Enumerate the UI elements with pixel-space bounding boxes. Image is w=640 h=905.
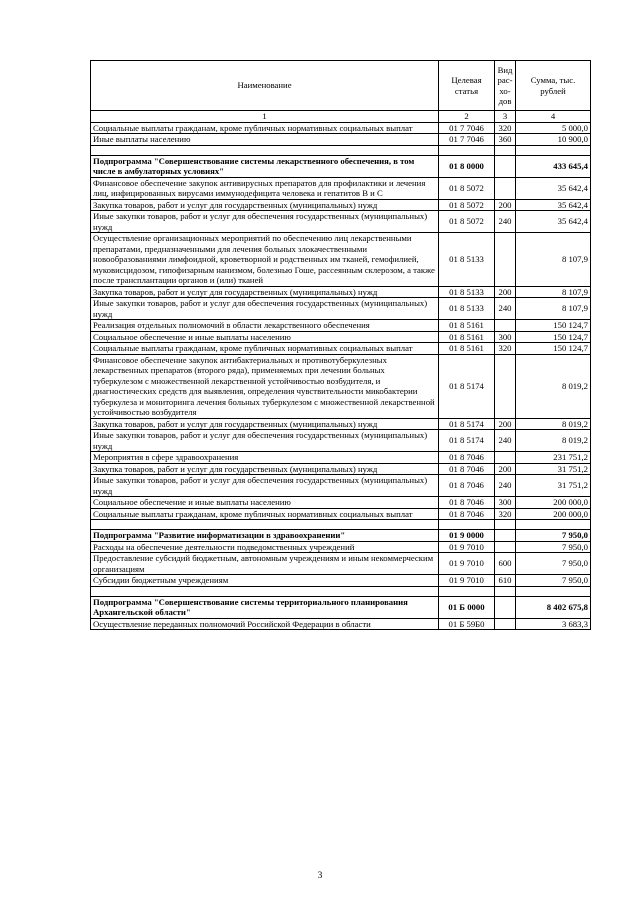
cell-name: Иные закупки товаров, работ и услуг для обеспечения государственных (муниципальных) нужд: [91, 298, 439, 320]
column-number: 4: [516, 111, 591, 123]
cell-sum: 433 645,4: [516, 155, 591, 177]
cell-name: Реализация отдельных полномочий в области лекарственного обеспечения: [91, 320, 439, 332]
cell-type: 600: [495, 553, 516, 575]
cell-code: 01 8 5072: [439, 199, 495, 211]
cell-type: 240: [495, 475, 516, 497]
column-number: 1: [91, 111, 439, 123]
cell-code: 01 9 0000: [439, 530, 495, 542]
cell-code: 01 8 5133: [439, 298, 495, 320]
cell-code: 01 8 7046: [439, 497, 495, 509]
empty-cell: [495, 145, 516, 155]
cell-code: 01 8 5133: [439, 286, 495, 298]
header-name: Наименование: [91, 61, 439, 111]
cell-code: 01 9 7010: [439, 541, 495, 553]
empty-cell: [439, 145, 495, 155]
table-row: [91, 298, 591, 320]
cell-name: Финансовое обеспечение закупок антибактериальных и противотуберкулезных лекарственных препаратов (второго ряда), применяемых при лечении больных туберкулезом с множественной лекарственной устойчивостью возбудителя, и диагностических средств для выявления, определения чувствительности микобактерии туберкулеза и мониторинга лечения больных туберкулезом с множественной лекарственной устойчивостью возбудителя: [91, 354, 439, 418]
cell-sum: 5 000,0: [516, 122, 591, 134]
cell-sum: 200 000,0: [516, 497, 591, 509]
cell-sum: 231 751,2: [516, 452, 591, 464]
cell-sum: 35 642,4: [516, 211, 591, 233]
cell-type: [495, 541, 516, 553]
cell-code: 01 9 7010: [439, 553, 495, 575]
table-row: [91, 463, 591, 475]
cell-name: Социальные выплаты гражданам, кроме публичных нормативных социальных выплат: [91, 508, 439, 520]
cell-type: [495, 177, 516, 199]
cell-name: Социальное обеспечение и иные выплаты населению: [91, 497, 439, 509]
cell-code: 01 8 5161: [439, 331, 495, 343]
cell-name: Субсидии бюджетным учреждениям: [91, 575, 439, 587]
cell-type: 200: [495, 463, 516, 475]
cell-sum: 8 107,9: [516, 298, 591, 320]
column-number: 3: [495, 111, 516, 123]
cell-type: 200: [495, 199, 516, 211]
table-row: [91, 233, 591, 287]
table-row: [91, 134, 591, 146]
empty-cell: [91, 145, 439, 155]
cell-sum: 7 950,0: [516, 575, 591, 587]
cell-type: [495, 155, 516, 177]
table-row: [91, 575, 591, 587]
cell-code: 01 8 5174: [439, 418, 495, 430]
cell-type: [495, 618, 516, 630]
cell-code: 01 7 7046: [439, 122, 495, 134]
cell-sum: 8 019,2: [516, 354, 591, 418]
table-row: [91, 177, 591, 199]
cell-name: Осуществление организационных мероприятий по обеспечению лиц лекарственными препаратами, предназначенными для лечения больных злокачественными новообразованиями лимфоидной, кроветворной и родственных им тканей, гемофилией, муковисцидозом, гипофизарным нанизмом, болезнью Гоше, рассеянным склерозом, а также после трансплантации органов и (или) тканей: [91, 233, 439, 287]
cell-code: 01 8 0000: [439, 155, 495, 177]
cell-name: Социальные выплаты гражданам, кроме публичных нормативных социальных выплат: [91, 122, 439, 134]
cell-name: Подпрограмма "Совершенствование системы лекарственного обеспечения, в том числе в амбулаторных условиях": [91, 155, 439, 177]
cell-name: Расходы на обеспечение деятельности подведомственных учреждений: [91, 541, 439, 553]
cell-name: Осуществление переданных полномочий Российской Федерации в области: [91, 618, 439, 630]
table-row: [91, 354, 591, 418]
cell-name: Иные закупки товаров, работ и услуг для обеспечения государственных (муниципальных) нужд: [91, 475, 439, 497]
table-row: [91, 343, 591, 355]
cell-type: 320: [495, 343, 516, 355]
cell-sum: 7 950,0: [516, 530, 591, 542]
cell-code: 01 8 5072: [439, 211, 495, 233]
cell-code: 01 8 5133: [439, 233, 495, 287]
empty-cell: [516, 145, 591, 155]
cell-code: 01 8 5072: [439, 177, 495, 199]
cell-name: Подпрограмма "Развитие информатизации в здравоохранении": [91, 530, 439, 542]
table-row: [91, 508, 591, 520]
table-row: [91, 618, 591, 630]
cell-code: 01 8 5174: [439, 354, 495, 418]
cell-code: 01 Б 59Б0: [439, 618, 495, 630]
cell-type: 240: [495, 430, 516, 452]
cell-sum: 8 019,2: [516, 430, 591, 452]
cell-sum: 10 900,0: [516, 134, 591, 146]
cell-name: Иные закупки товаров, работ и услуг для обеспечения государственных (муниципальных) нужд: [91, 430, 439, 452]
cell-name: Закупка товаров, работ и услуг для государственных (муниципальных) нужд: [91, 463, 439, 475]
table-row: [91, 497, 591, 509]
empty-cell: [495, 520, 516, 530]
header-type: Вид рас-хо-дов: [495, 61, 516, 111]
cell-name: Социальное обеспечение и иные выплаты населению: [91, 331, 439, 343]
cell-code: 01 8 7046: [439, 475, 495, 497]
empty-cell: [91, 586, 439, 596]
cell-code: 01 8 7046: [439, 508, 495, 520]
cell-sum: 7 950,0: [516, 541, 591, 553]
cell-code: 01 8 5161: [439, 343, 495, 355]
cell-sum: 200 000,0: [516, 508, 591, 520]
spacer-row: [91, 586, 591, 596]
cell-type: 240: [495, 298, 516, 320]
cell-sum: 150 124,7: [516, 320, 591, 332]
cell-code: 01 9 7010: [439, 575, 495, 587]
cell-sum: 31 751,2: [516, 475, 591, 497]
subprogram-row: [91, 530, 591, 542]
table-row: [91, 320, 591, 332]
cell-sum: 31 751,2: [516, 463, 591, 475]
cell-sum: 8 107,9: [516, 286, 591, 298]
empty-cell: [439, 520, 495, 530]
cell-type: 360: [495, 134, 516, 146]
cell-type: 320: [495, 122, 516, 134]
cell-sum: 8 107,9: [516, 233, 591, 287]
cell-code: 01 8 5174: [439, 430, 495, 452]
cell-name: Иные закупки товаров, работ и услуг для обеспечения государственных (муниципальных) нужд: [91, 211, 439, 233]
cell-sum: 35 642,4: [516, 177, 591, 199]
column-number-row: [91, 111, 591, 123]
cell-type: 300: [495, 331, 516, 343]
cell-type: [495, 354, 516, 418]
header-target: Целевая статья: [439, 61, 495, 111]
page-number: 3: [317, 871, 323, 881]
cell-type: 240: [495, 211, 516, 233]
empty-cell: [439, 586, 495, 596]
cell-name: Предоставление субсидий бюджетным, автономным учреждениям и иным некоммерческим организациям: [91, 553, 439, 575]
empty-cell: [516, 586, 591, 596]
table-row: [91, 553, 591, 575]
cell-type: [495, 596, 516, 618]
cell-name: Финансовое обеспечение закупок антивирусных препаратов для профилактики и лечения лиц, инфицированных вирусами иммунодефицита человека и гепатитов В и С: [91, 177, 439, 199]
cell-name: Закупка товаров, работ и услуг для государственных (муниципальных) нужд: [91, 199, 439, 211]
column-number: 2: [439, 111, 495, 123]
cell-code: 01 Б 0000: [439, 596, 495, 618]
budget-table: [90, 60, 591, 630]
table-row: [91, 430, 591, 452]
table-row: [91, 199, 591, 211]
cell-type: [495, 320, 516, 332]
cell-type: 200: [495, 286, 516, 298]
cell-sum: 35 642,4: [516, 199, 591, 211]
cell-type: 610: [495, 575, 516, 587]
cell-code: 01 8 7046: [439, 452, 495, 464]
table-row: [91, 331, 591, 343]
cell-sum: 8 402 675,8: [516, 596, 591, 618]
table-row: [91, 475, 591, 497]
cell-name: Закупка товаров, работ и услуг для государственных (муниципальных) нужд: [91, 286, 439, 298]
empty-cell: [91, 520, 439, 530]
empty-cell: [495, 586, 516, 596]
table-row: [91, 418, 591, 430]
table-row: [91, 286, 591, 298]
table-row: [91, 452, 591, 464]
cell-name: Иные выплаты населению: [91, 134, 439, 146]
cell-name: Подпрограмма "Совершенствование системы территориального планирования Архангельской области": [91, 596, 439, 618]
cell-code: 01 8 5161: [439, 320, 495, 332]
spacer-row: [91, 520, 591, 530]
subprogram-row: [91, 155, 591, 177]
cell-sum: 150 124,7: [516, 343, 591, 355]
cell-name: Социальные выплаты гражданам, кроме публичных нормативных социальных выплат: [91, 343, 439, 355]
cell-sum: 3 683,3: [516, 618, 591, 630]
cell-type: [495, 452, 516, 464]
cell-sum: 7 950,0: [516, 553, 591, 575]
cell-code: 01 8 7046: [439, 463, 495, 475]
table-row: [91, 122, 591, 134]
cell-name: Закупка товаров, работ и услуг для государственных (муниципальных) нужд: [91, 418, 439, 430]
table-header-row: [91, 61, 591, 111]
table-row: [91, 541, 591, 553]
cell-type: 300: [495, 497, 516, 509]
subprogram-row: [91, 596, 591, 618]
cell-sum: 8 019,2: [516, 418, 591, 430]
empty-cell: [516, 520, 591, 530]
budget-table-body: [91, 61, 591, 630]
cell-type: 320: [495, 508, 516, 520]
cell-type: [495, 530, 516, 542]
cell-code: 01 7 7046: [439, 134, 495, 146]
table-row: [91, 211, 591, 233]
spacer-row: [91, 145, 591, 155]
cell-type: [495, 233, 516, 287]
cell-sum: 150 124,7: [516, 331, 591, 343]
cell-type: 200: [495, 418, 516, 430]
header-sum: Сумма, тыс. рублей: [516, 61, 591, 111]
cell-name: Мероприятия в сфере здравоохранения: [91, 452, 439, 464]
